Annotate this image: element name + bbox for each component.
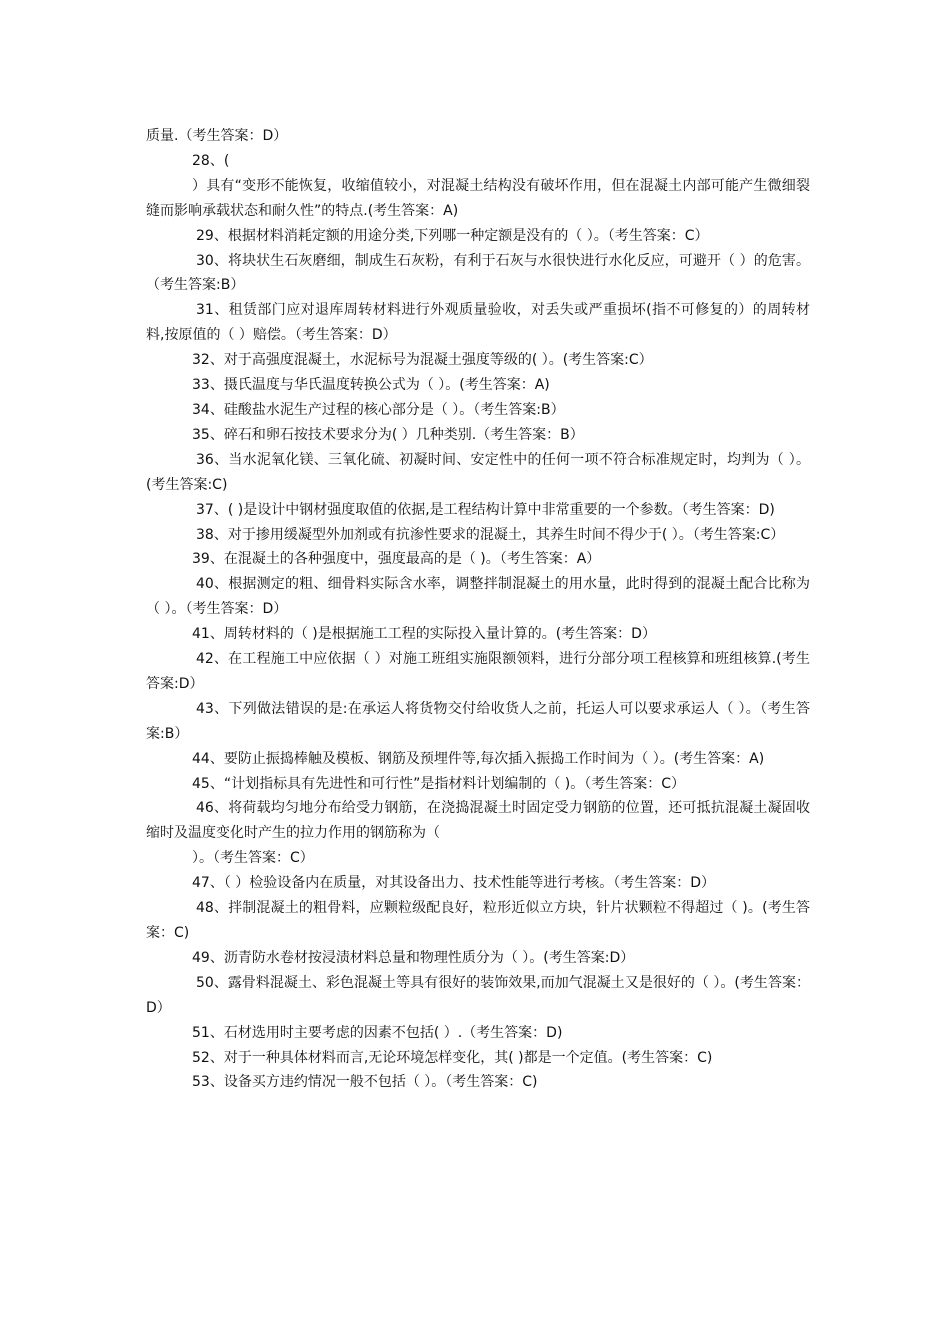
question-46: 46、将荷载均匀地分布给受力钢筋，在浇捣混凝土时固定受力钢筋的位置，还可抵抗混凝土凝固收缩时及温度变化时产生的拉力作用的钢筋称为（ [146,800,810,842]
question-51: 51、石材选用时主要考虑的因素不包括( ）.（考生答案：D) [192,1024,563,1041]
question-48: 48、拌制混凝土的粗骨料，应颗粒级配良好，粒形近似立方块，针片状颗粒不得超过（ )。(考生答案：C) [146,900,810,941]
question-43: 43、下列做法错误的是:在承运人将货物交付给收货人之前，托运人可以要求承运人（ ）。（考生答案:B） [146,700,810,742]
question-39: 39、在混凝土的各种强度中，强度最高的是（ )。（考生答案：A） [192,551,601,568]
question-47: 47、（ ）检验设备内在质量，对其设备出力、技术性能等进行考核。（考生答案：D） [192,875,716,892]
question-53: 53、设备买方违约情况一般不包括（ ）。（考生答案：C) [192,1074,538,1091]
question-41: 41、周转材料的（ )是根据施工工程的实际投入量计算的。(考生答案：D） [192,626,656,643]
question-33: 33、摄氏温度与华氏温度转换公式为（ ）。(考生答案：A) [192,377,550,394]
question-38: 38、对于掺用缓凝型外加剂或有抗渗性要求的混凝土，其养生时间不得少于( ）。（考生答案:C） [196,526,785,543]
question-45: 45、“计划指标具有先进性和可行性”是指材料计划编制的（ )。（考生答案：C） [192,775,686,792]
question-52: 52、对于一种具体材料而言,无论环境怎样变化，其( )都是一个定值。(考生答案：C) [192,1049,713,1066]
question-46-answer: ）。（考生答案：C） [192,850,314,867]
question-32: 32、对于高强度混凝土，水泥标号为混凝土强度等级的( ）。(考生答案:C） [192,352,653,369]
question-34: 34、硅酸盐水泥生产过程的核心部分是（ ）。（考生答案:B） [192,401,565,418]
question-42: 42、在工程施工中应依据（ ）对施工班组实施限额领料，进行分部分项工程核算和班组核算.(考生答案:D） [146,651,810,692]
question-40: 40、根据测定的粗、细骨料实际含水率，调整拌制混凝土的用水量，此时得到的混凝土配合比称为（ ）。（考生答案：D） [146,576,810,618]
question-36: 36、当水泥氧化镁、三氧化硫、初凝时间、安定性中的任何一项不符合标准规定时，均判为（ ）。(考生答案:C) [146,451,810,493]
question-28-number: 28、( [192,152,230,169]
question-35: 35、碎石和卵石按技术要求分为( ）几种类别.（考生答案：B） [192,426,584,443]
question-30: 30、将块状生石灰磨细，制成生石灰粉，有利于石灰与水很快进行水化反应，可避开（ ）的危害。（考生答案:B） [146,252,810,294]
question-37: 37、( )是设计中钢材强度取值的依据,是工程结构计算中非常重要的一个参数。（考生答案：D) [196,501,775,518]
text-line-continuation: 质量.（考生答案：D） [146,128,288,144]
question-50: 50、露骨料混凝土、彩色混凝土等具有很好的装饰效果,而加气混凝土又是很好的（ ）。(考生答案：D） [146,974,810,1016]
question-list [146,124,810,1095]
question-49: 49、沥青防水卷材按浸渍材料总量和物理性质分为（ ）。(考生答案:D） [192,949,635,966]
question-31: 31、租赁部门应对退库周转材料进行外观质量验收，对丢失或严重损坏(指不可修复的）的周转材料,按原值的（ ）赔偿。（考生答案：D） [146,302,810,344]
question-29: 29、根据材料消耗定额的用途分类,下列哪一种定额是没有的（ ）。（考生答案：C） [196,227,709,244]
question-28-text: ）具有“变形不能恢复，收缩值较小，对混凝土结构没有破坏作用，但在混凝土内部可能产生微细裂缝而影响承载状态和耐久性”的特点.(考生答案：A) [146,177,810,219]
question-44: 44、要防止振捣棒触及模板、钢筋及预埋件等,每次插入振捣工作时间为（ ）。(考生答案：A) [192,750,765,767]
